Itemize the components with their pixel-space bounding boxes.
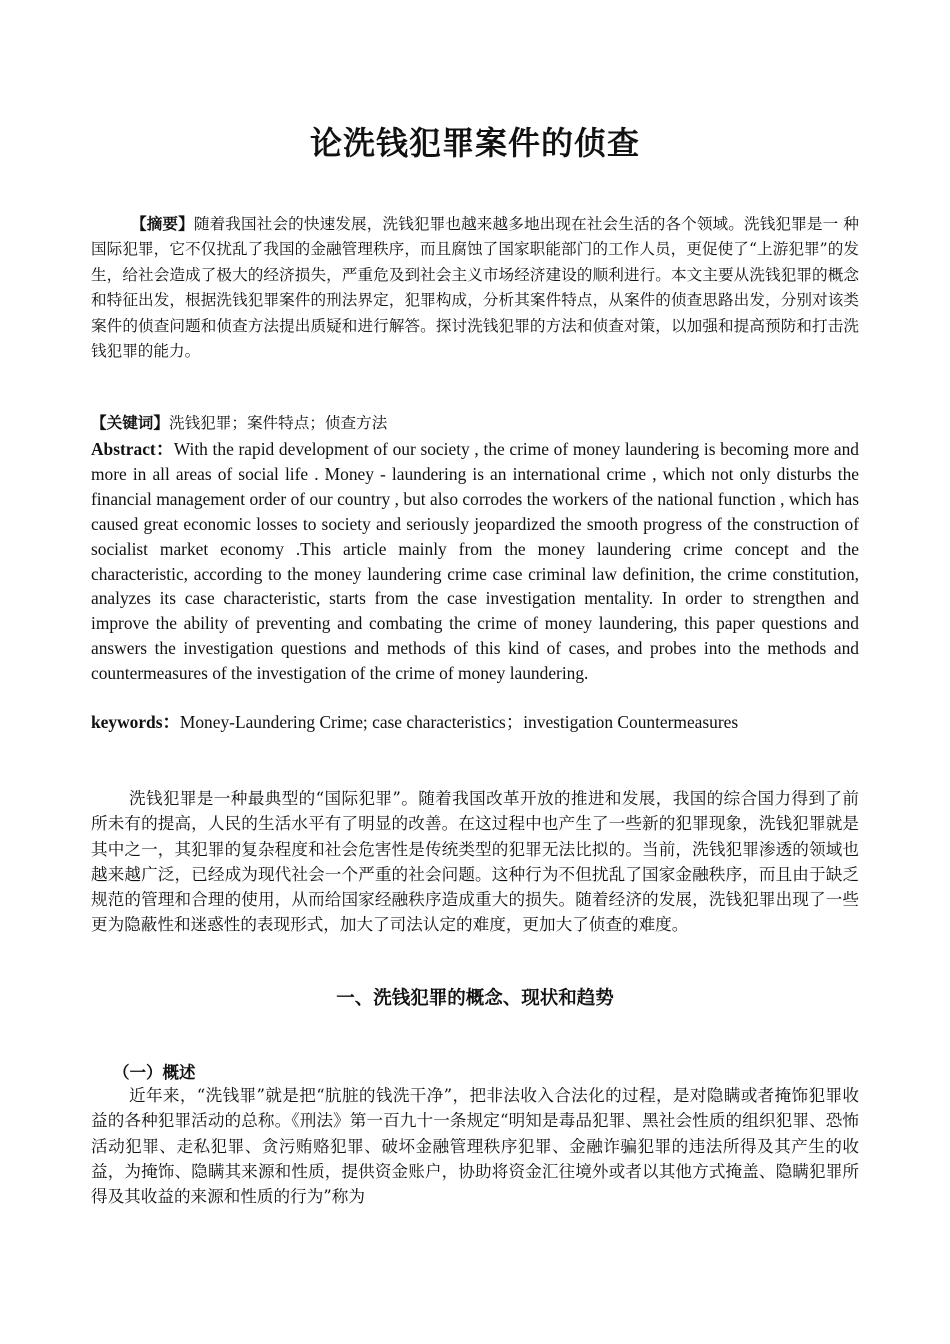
subsection-paragraph: 近年来，“洗钱罪”就是把“肮脏的钱洗干净”，把非法收入合法化的过程，是对隐瞒或者掩饰犯罪收益的各种犯罪活动的总称。《刑法》第一百九十一条规定“明知是毒品犯罪、黑社会性质的组织犯罪、恐怖活动犯罪、走私犯罪、贪污贿赂犯罪、破坏金融管理秩序犯罪、金融诈骗犯罪的违法所得及其产生的收益，为掩饰、隐瞒其来源和性质，提供资金账户，协助将资金汇往境外或者以其他方式掩盖、隐瞒犯罪所得及其收益的来源和性质的行为”称为 xyxy=(91,1086,859,1207)
abstract-chinese-label: 【摘要】 xyxy=(131,215,194,233)
section-heading: 一、洗钱犯罪的概念、现状和趋势 xyxy=(336,988,614,1009)
keywords-english-text: Money-Laundering Crime; case characteristics；investigation Countermeasures xyxy=(179,712,739,732)
keywords-chinese xyxy=(91,411,859,436)
subsection-heading: （一）概述 xyxy=(113,1063,196,1082)
keywords-chinese-label: 【关键词】 xyxy=(91,414,169,432)
abstract-english-text: With the rapid development of our society , the crime of money laundering is becoming more and more in all areas of social life . Money - laundering is an international crime , which not only disturbs the financial management order of our country , but also corrodes the workers of the national function , which has caused great economic losses to society and seriously jeopardized the smooth progress of the construction of socialist market economy .This article mainly from the money laundering crime concept and the characteristic, according to the money laundering crime case criminal law definition, the crime constitution, analyzes its case characteristic, starts from the case investigation mentality. In order to strengthen and improve the ability of preventing and combating the crime of money laundering, this paper questions and answers the investigation questions and methods of this kind of cases, and probes into the methods and countermeasures of the investigation of the crime of money laundering. xyxy=(91,439,859,684)
abstract-chinese xyxy=(91,212,859,364)
intro-paragraph: 洗钱犯罪是一种最典型的“国际犯罪”。随着我国改革开放的推进和发展，我国的综合国力得到了前所未有的提高，人民的生活水平有了明显的改善。在这过程中也产生了一些新的犯罪现象，洗钱犯罪就是其中之一，其犯罪的复杂程度和社会危害性是传统类型的犯罪无法比拟的。当前，洗钱犯罪渗透的领域也越来越广泛，已经成为现代社会一个严重的社会问题。这种行为不但扰乱了国家金融秩序，而且由于缺乏规范的管理和合理的使用，从而给国家经融秩序造成重大的损失。随着经济的发展，洗钱犯罪出现了一些更为隐蔽性和迷惑性的表现形式，加大了司法认定的难度，更加大了侦查的难度。 xyxy=(91,789,859,935)
keywords-english xyxy=(91,710,859,735)
abstract-english xyxy=(91,437,859,686)
abstract-english-label: Abstract： xyxy=(91,439,174,459)
keywords-english-label: keywords： xyxy=(91,712,180,732)
keywords-chinese-text: 洗钱犯罪；案件特点；侦查方法 xyxy=(168,414,388,432)
paper-title: 论洗钱犯罪案件的侦查 xyxy=(309,124,640,162)
abstract-chinese-text: 随着我国社会的快速发展，洗钱犯罪也越来越多地出现在社会生活的各个领域。洗钱犯罪是一 种国际犯罪，它不仅扰乱了我国的金融管理秩序，而且腐蚀了国家职能部门的工作人员，更促使了“上游犯罪”的发生，给社会造成了极大的经济损失，严重危及到社会主义市场经济建设的顺利进行。本文主要从洗钱犯罪的概念和特征出发，根据洗钱犯罪案件的刑法界定，犯罪构成，分析其案件特点，从案件的侦查思路出发，分别对该类案件的侦查问题和侦查方法提出质疑和进行解答。探讨洗钱犯罪的方法和侦查对策，以加强和提高预防和打击洗钱犯罪的能力。 xyxy=(91,215,859,361)
